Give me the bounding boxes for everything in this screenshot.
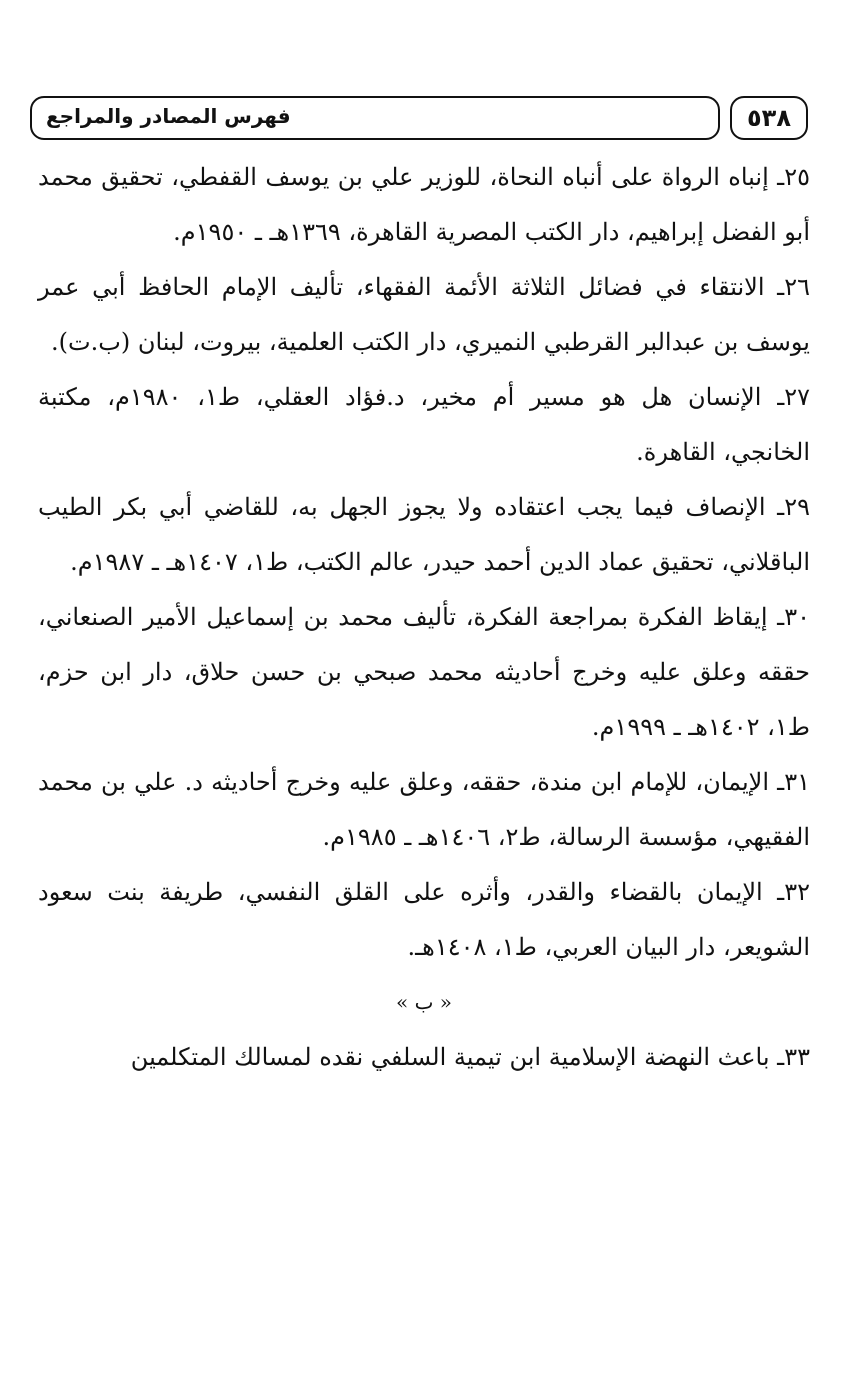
reference-entry: ٢٥ـ إنباه الرواة على أنباه النحاة، للوزير علي بن يوسف القفطي، تحقيق محمد أبو الفضل إبراهيم، دار الكتب المصرية القاهرة، ١٣٦٩هـ ـ ١٩٥٠م.: [38, 163, 810, 246]
section-heading: « ب »: [395, 990, 452, 1014]
reference-entry: ٣٢ـ الإيمان بالقضاء والقدر، وأثره على القلق النفسي، طريفة بنت سعود الشويعر، دار البيان العربي، ط١، ١٤٠٨هـ.: [38, 878, 810, 961]
page-number: ٥٣٨: [747, 104, 791, 132]
references-list: [38, 150, 810, 1085]
reference-entry: ٢٦ـ الانتقاء في فضائل الثلاثة الأئمة الفقهاء، تأليف الإمام الحافظ أبي عمر يوسف بن عبدالبر القرطبي النميري، دار الكتب العلمية، بيروت، لبنان (ب.ت).: [38, 273, 810, 356]
header-title: فهرس المصادر والمراجع: [46, 104, 291, 128]
reference-entry: ٣٠ـ إيقاظ الفكرة بمراجعة الفكرة، تأليف محمد بن إسماعيل الأمير الصنعاني، حققه وعلق عليه وخرج أحاديثه محمد صبحي بن حسن حلاق، دار ابن حزم، ط١، ١٤٠٢هـ ـ ١٩٩٩م.: [38, 603, 810, 741]
reference-entry: ٢٧ـ الإنسان هل هو مسير أم مخير، د.فؤاد العقلي، ط١، ١٩٨٠م، مكتبة الخانجي، القاهرة.: [38, 383, 811, 466]
reference-entry: ٢٩ـ الإنصاف فيما يجب اعتقاده ولا يجوز الجهل به، للقاضي أبي بكر الطيب الباقلاني، تحقيق عماد الدين أحمد حيدر، عالم الكتب، ط١، ١٤٠٧هـ ـ ١٩٨٧م.: [38, 493, 810, 576]
page-header: [30, 96, 808, 144]
page-number-box: [730, 96, 808, 140]
reference-entry: ٣٣ـ باعث النهضة الإسلامية ابن تيمية السلفي نقده لمسالك المتكلمين: [130, 1043, 810, 1071]
header-title-box: [30, 96, 720, 140]
reference-entry: ٣١ـ الإيمان، للإمام ابن مندة، حققه، وعلق عليه وخرج أحاديثه د. علي بن محمد الفقيهي، مؤسسة الرسالة، ط٢، ١٤٠٦هـ ـ ١٩٨٥م.: [38, 768, 810, 851]
